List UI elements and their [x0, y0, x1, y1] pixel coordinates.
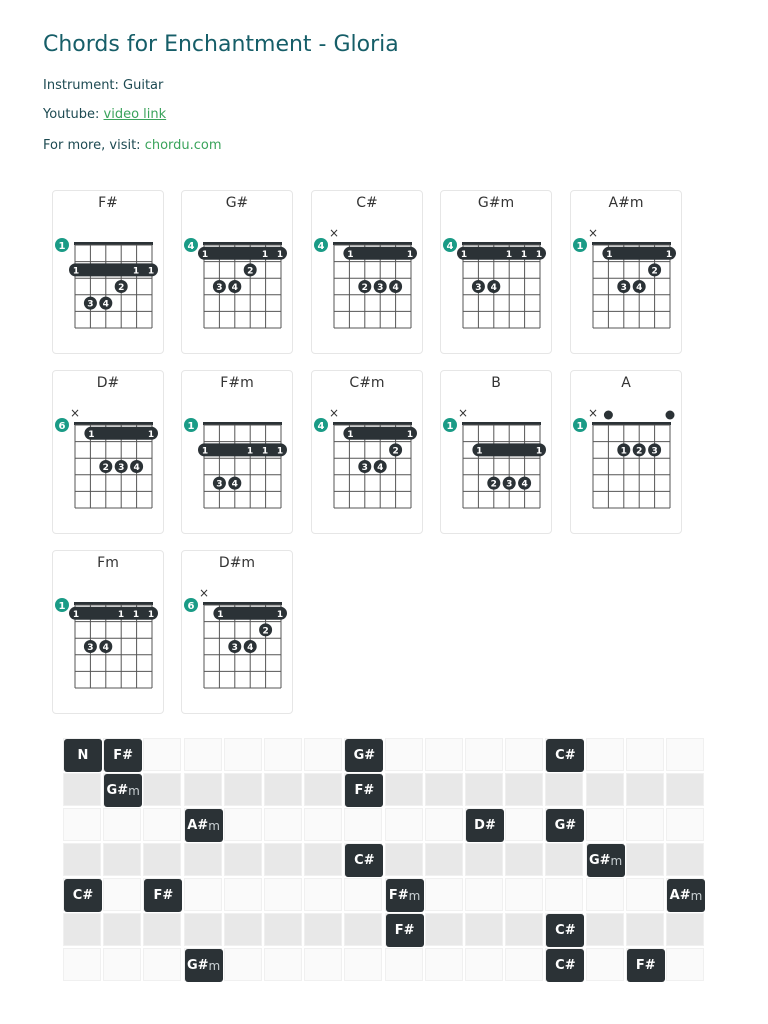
- progression-cell: [666, 738, 704, 771]
- muted-string-mark: ×: [587, 406, 599, 420]
- chord-name: Fm: [97, 555, 119, 571]
- chord-chip-root: F#: [394, 923, 415, 938]
- open-string-dot: [666, 411, 675, 420]
- barre-finger-label: 1: [72, 609, 80, 620]
- chord-card[interactable]: [570, 370, 682, 534]
- barre-finger-label: 1: [147, 429, 155, 440]
- finger-number: 2: [392, 446, 399, 457]
- fret-number: 1: [187, 421, 195, 432]
- progression-cell: [143, 843, 181, 876]
- barre-finger-label: 1: [217, 609, 224, 620]
- chord-chip[interactable]: [546, 949, 584, 982]
- chord-diagram: [571, 371, 683, 535]
- finger-number: 3: [87, 299, 94, 310]
- finger-number: 1: [620, 446, 627, 457]
- progression-cell[interactable]: [545, 913, 583, 946]
- instrument-line: Instrument: Guitar: [43, 78, 164, 93]
- chord-chip-root: N: [77, 748, 89, 763]
- progression-cell: [304, 738, 342, 771]
- progression-cell[interactable]: [63, 878, 101, 911]
- chord-chip-root: F#: [113, 748, 134, 763]
- barre-finger-label: 1: [132, 609, 140, 620]
- chord-chip[interactable]: [587, 844, 625, 877]
- progression-cell: [264, 773, 302, 806]
- barre-finger-label: 1: [276, 446, 284, 457]
- muted-string-mark: ×: [328, 406, 340, 420]
- chord-card[interactable]: [311, 190, 423, 354]
- barre-finger-label: 1: [606, 249, 613, 260]
- progression-cell: [385, 808, 423, 841]
- more-label: For more, visit:: [43, 138, 145, 153]
- progression-cell: [465, 948, 503, 981]
- progression-cell: [505, 843, 543, 876]
- progression-cell: [666, 948, 704, 981]
- progression-cell: [344, 808, 382, 841]
- barre-finger-label: 1: [72, 266, 80, 277]
- chord-diagram: [441, 371, 553, 535]
- chord-name: D#m: [218, 555, 256, 571]
- progression-cell: [586, 878, 624, 911]
- open-string-dot: [604, 411, 613, 420]
- progression-cell: [385, 948, 423, 981]
- barre-finger-label: 1: [261, 446, 269, 457]
- progression-cell: [666, 913, 704, 946]
- chord-chip[interactable]: [104, 774, 142, 807]
- progression-cell: [344, 878, 382, 911]
- fret-number: 1: [576, 241, 584, 252]
- progression-cell: [103, 808, 141, 841]
- chord-chip-root: A#: [669, 888, 691, 903]
- progression-cell[interactable]: [626, 948, 664, 981]
- progression-cell[interactable]: [103, 738, 141, 771]
- chord-chip[interactable]: [546, 914, 584, 947]
- chord-card[interactable]: [52, 370, 164, 534]
- chord-name: A#m: [608, 195, 644, 211]
- finger-number: 4: [636, 283, 643, 293]
- progression-cell: [264, 738, 302, 771]
- progression-cell: [425, 738, 463, 771]
- progression-cell: [344, 913, 382, 946]
- progression-cell: [143, 808, 181, 841]
- barre-finger-label: 1: [276, 609, 284, 620]
- chord-diagram: [182, 371, 294, 535]
- chord-diagram: [571, 191, 683, 355]
- progression-cell[interactable]: [103, 773, 141, 806]
- chord-name: D#: [96, 375, 120, 391]
- progression-cell: [143, 773, 181, 806]
- chord-chip[interactable]: [345, 739, 383, 772]
- progression-cell: [586, 948, 624, 981]
- barre-finger-label: 1: [132, 266, 140, 277]
- more-line: [43, 138, 222, 153]
- progression-cell: [425, 808, 463, 841]
- barre-finger-label: 1: [476, 446, 483, 457]
- progression-cell: [505, 773, 543, 806]
- barre-finger-label: 1: [535, 249, 543, 260]
- fret-number: 4: [317, 421, 325, 432]
- finger-number: 4: [490, 283, 497, 293]
- finger-number: 3: [377, 283, 384, 293]
- chord-chip-root: F#: [354, 783, 375, 798]
- progression-cell: [586, 913, 624, 946]
- progression-cell[interactable]: [63, 738, 101, 771]
- muted-string-mark: ×: [587, 226, 599, 240]
- barre-finger-label: 1: [460, 249, 468, 260]
- progression-cell: [224, 808, 262, 841]
- progression-cell: [425, 913, 463, 946]
- chord-name: G#: [225, 195, 249, 211]
- chord-name: G#m: [477, 195, 515, 211]
- barre: [69, 263, 158, 276]
- chord-name: A: [621, 375, 631, 391]
- progression-cell: [143, 913, 181, 946]
- barre-finger-label: 1: [347, 429, 354, 440]
- progression-cell: [103, 948, 141, 981]
- chord-card[interactable]: [311, 370, 423, 534]
- finger-number: 2: [102, 463, 109, 473]
- progression-cell: [465, 843, 503, 876]
- fret-number: 1: [58, 601, 66, 612]
- chord-chip-suffix: m: [208, 818, 220, 833]
- progression-cell[interactable]: [586, 843, 624, 876]
- progression-cell: [224, 738, 262, 771]
- muted-string-mark: ×: [198, 586, 210, 600]
- chord-chip[interactable]: [386, 914, 424, 947]
- progression-cell: [224, 878, 262, 911]
- progression-cell: [505, 808, 543, 841]
- muted-string-mark: ×: [457, 406, 469, 420]
- chord-chip[interactable]: [104, 739, 142, 772]
- chord-chip[interactable]: [386, 879, 424, 912]
- chord-card[interactable]: [52, 550, 164, 714]
- chord-name: C#m: [349, 375, 385, 391]
- chord-chip-root: G#: [106, 783, 129, 798]
- chord-chip[interactable]: [466, 809, 504, 842]
- barre-finger-label: 1: [665, 249, 673, 260]
- progression-cell[interactable]: [545, 808, 583, 841]
- muted-string-mark: ×: [69, 406, 81, 420]
- progression-cell: [103, 843, 141, 876]
- finger-number: 4: [521, 479, 528, 490]
- progression-cell: [344, 948, 382, 981]
- barre-finger-label: 1: [535, 446, 543, 457]
- progression-cell[interactable]: [344, 843, 382, 876]
- progression-cell: [465, 913, 503, 946]
- progression-cell: [304, 843, 342, 876]
- barre-finger-label: 1: [147, 266, 155, 277]
- progression-cell[interactable]: [385, 913, 423, 946]
- chord-name: F#: [98, 195, 118, 211]
- chord-chip-root: D#: [474, 818, 496, 833]
- chord-card[interactable]: [181, 370, 293, 534]
- chord-chip[interactable]: [64, 739, 102, 772]
- finger-number: 4: [392, 283, 399, 293]
- chord-chip-suffix: m: [690, 888, 703, 903]
- chord-chip[interactable]: [627, 949, 665, 982]
- chord-chip-root: C#: [555, 923, 576, 938]
- chord-chip[interactable]: [185, 809, 223, 842]
- finger-number: 3: [506, 479, 513, 490]
- progression-cell[interactable]: [545, 948, 583, 981]
- progression-cell: [184, 913, 222, 946]
- chord-chip-root: C#: [72, 888, 94, 903]
- progression-cell[interactable]: [545, 738, 583, 771]
- progression-cell: [425, 843, 463, 876]
- barre-finger-label: 1: [201, 446, 209, 457]
- chord-diagram: [53, 551, 165, 715]
- finger-number: 2: [262, 626, 269, 637]
- finger-number: 4: [247, 643, 254, 653]
- chord-diagram: [441, 191, 553, 355]
- progression-cell: [505, 878, 543, 911]
- progression-cell: [425, 948, 463, 981]
- progression-cell[interactable]: [184, 948, 222, 981]
- chord-chip-suffix: m: [128, 783, 140, 798]
- progression-cell: [425, 878, 463, 911]
- chord-diagram: [53, 191, 165, 355]
- chord-chip[interactable]: [64, 879, 102, 912]
- progression-cell: [425, 773, 463, 806]
- barre-finger-label: 1: [117, 609, 125, 620]
- progression-cell: [63, 773, 101, 806]
- progression-cell: [545, 843, 583, 876]
- barre: [457, 247, 546, 260]
- progression-cell[interactable]: [184, 808, 222, 841]
- chord-chip[interactable]: [546, 739, 584, 772]
- progression-cell: [264, 913, 302, 946]
- chord-card[interactable]: [440, 370, 552, 534]
- progression-cell: [224, 843, 262, 876]
- progression-cell: [626, 808, 664, 841]
- progression-cell: [304, 773, 342, 806]
- progression-cell[interactable]: [143, 878, 181, 911]
- chord-card[interactable]: [440, 190, 552, 354]
- chord-chip-root: C#: [555, 958, 576, 973]
- finger-number: 2: [490, 479, 497, 490]
- chord-card[interactable]: [570, 190, 682, 354]
- finger-number: 2: [636, 446, 643, 457]
- progression-cell[interactable]: [385, 878, 423, 911]
- finger-number: 4: [231, 283, 238, 293]
- progression-cell: [63, 808, 101, 841]
- barre-finger-label: 1: [276, 249, 284, 260]
- progression-cell: [505, 738, 543, 771]
- barre-finger-label: 1: [347, 249, 354, 260]
- progression-cell: [626, 738, 664, 771]
- chord-chip-root: G#: [186, 958, 209, 973]
- progression-cell: [545, 773, 583, 806]
- chord-chip[interactable]: [345, 844, 383, 877]
- progression-cell: [666, 808, 704, 841]
- barre-finger-label: 1: [406, 429, 414, 440]
- barre-finger-label: 1: [147, 609, 155, 620]
- progression-cell: [465, 738, 503, 771]
- finger-number: 3: [216, 479, 223, 490]
- chord-chip-root: G#: [554, 818, 577, 833]
- progression-cell: [304, 948, 342, 981]
- progression-cell: [586, 773, 624, 806]
- finger-number: 2: [247, 266, 254, 277]
- chord-chip-root: F#: [153, 888, 174, 903]
- progression-cell: [264, 843, 302, 876]
- progression-cell: [666, 843, 704, 876]
- chord-name: B: [491, 375, 501, 391]
- progression-cell: [505, 948, 543, 981]
- progression-cell: [63, 948, 101, 981]
- chord-chip[interactable]: [144, 879, 182, 912]
- progression-cell: [626, 773, 664, 806]
- fret-number: 1: [576, 421, 584, 432]
- barre-finger-label: 1: [261, 249, 269, 260]
- chord-chip[interactable]: [546, 809, 584, 842]
- muted-string-mark: ×: [328, 226, 340, 240]
- chord-chip-root: A#: [187, 818, 209, 833]
- barre: [198, 443, 287, 456]
- barre: [198, 247, 287, 260]
- chord-chip-suffix: m: [610, 853, 623, 868]
- chord-name: C#: [356, 195, 378, 211]
- page-title: Chords for Enchantment - Gloria: [43, 32, 399, 57]
- fret-number: 1: [446, 421, 454, 432]
- fret-number: 4: [317, 241, 325, 252]
- chord-card[interactable]: [181, 190, 293, 354]
- fret-number: 4: [187, 241, 195, 252]
- progression-cell: [184, 773, 222, 806]
- progression-cell: [626, 843, 664, 876]
- finger-number: 3: [216, 283, 223, 293]
- barre-finger-label: 1: [246, 446, 254, 457]
- chord-chip[interactable]: [667, 879, 705, 912]
- progression-cell: [626, 913, 664, 946]
- finger-number: 3: [231, 643, 238, 653]
- progression-cell: [385, 773, 423, 806]
- fret-number: 4: [446, 241, 454, 252]
- chordu-link[interactable]: chordu.com: [144, 138, 222, 153]
- finger-number: 4: [133, 463, 140, 473]
- video-link[interactable]: video link: [103, 107, 167, 122]
- chord-chip-root: F#: [635, 958, 656, 973]
- barre-finger-label: 1: [520, 249, 528, 260]
- finger-number: 4: [231, 479, 238, 490]
- progression-cell: [465, 773, 503, 806]
- finger-number: 3: [620, 283, 627, 293]
- fret-number: 1: [58, 241, 66, 252]
- finger-number: 2: [361, 283, 368, 293]
- chord-chip-suffix: m: [208, 958, 221, 973]
- chord-chip-root: C#: [555, 748, 576, 763]
- chord-diagram: [182, 551, 294, 715]
- barre: [69, 607, 158, 620]
- progression-cell: [545, 878, 583, 911]
- progression-cell: [63, 913, 101, 946]
- finger-number: 3: [475, 283, 482, 293]
- progression-cell: [465, 878, 503, 911]
- progression-cell: [63, 843, 101, 876]
- finger-number: 3: [361, 463, 368, 473]
- finger-number: 4: [102, 643, 109, 653]
- progression-cell: [264, 878, 302, 911]
- chord-chip[interactable]: [185, 949, 223, 982]
- chord-chip-suffix: m: [408, 888, 421, 903]
- finger-number: 2: [118, 283, 125, 293]
- chord-card[interactable]: [52, 190, 164, 354]
- progression-cell: [304, 878, 342, 911]
- barre-finger-label: 1: [406, 249, 414, 260]
- progression-cell[interactable]: [344, 773, 382, 806]
- chord-chip-root: G#: [353, 748, 376, 763]
- chord-diagram: [53, 371, 165, 535]
- finger-number: 4: [377, 463, 384, 473]
- barre-finger-label: 1: [88, 429, 95, 440]
- progression-cell: [264, 948, 302, 981]
- barre-finger-label: 1: [201, 249, 209, 260]
- finger-number: 3: [87, 643, 94, 653]
- chord-chip-root: G#: [588, 853, 611, 868]
- progression-cell: [224, 913, 262, 946]
- youtube-label: Youtube:: [43, 107, 104, 122]
- progression-cell: [184, 843, 222, 876]
- chord-card[interactable]: [181, 550, 293, 714]
- progression-cell: [385, 738, 423, 771]
- chord-diagram: [312, 371, 424, 535]
- finger-number: 4: [102, 299, 109, 310]
- progression-cell: [224, 773, 262, 806]
- progression-cell: [304, 913, 342, 946]
- progression-cell: [304, 808, 342, 841]
- progression-cell: [586, 808, 624, 841]
- chord-chip[interactable]: [345, 774, 383, 807]
- progression-cell: [184, 878, 222, 911]
- progression-cell: [264, 808, 302, 841]
- progression-cell: [586, 738, 624, 771]
- fret-number: 6: [58, 421, 66, 432]
- progression-cell[interactable]: [666, 878, 704, 911]
- chord-diagram: [312, 191, 424, 355]
- progression-cell: [184, 738, 222, 771]
- progression-cell: [505, 913, 543, 946]
- progression-cell: [103, 913, 141, 946]
- progression-cell: [626, 878, 664, 911]
- youtube-line: [43, 107, 166, 122]
- finger-number: 3: [651, 446, 658, 457]
- barre-finger-label: 1: [505, 249, 513, 260]
- finger-number: 2: [651, 266, 658, 277]
- chord-chip-root: F#: [388, 888, 409, 903]
- fret-number: 6: [187, 601, 195, 612]
- finger-number: 3: [118, 463, 125, 473]
- chord-chip-root: C#: [354, 853, 375, 868]
- progression-cell: [143, 948, 181, 981]
- progression-cell[interactable]: [465, 808, 503, 841]
- progression-cell: [103, 878, 141, 911]
- chord-diagram: [182, 191, 294, 355]
- progression-cell[interactable]: [344, 738, 382, 771]
- progression-cell: [224, 948, 262, 981]
- progression-cell: [385, 843, 423, 876]
- progression-cell: [143, 738, 181, 771]
- chord-name: F#m: [220, 375, 254, 391]
- progression-cell: [666, 773, 704, 806]
